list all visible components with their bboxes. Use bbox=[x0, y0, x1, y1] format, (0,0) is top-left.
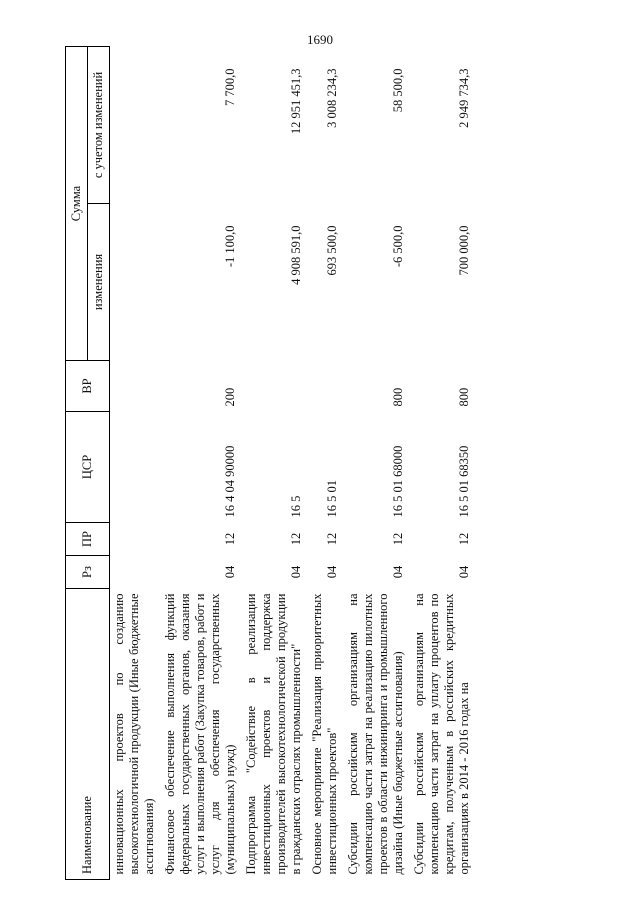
row-vr: 800 bbox=[457, 387, 471, 407]
row-changes: -1 100,0 bbox=[223, 225, 237, 268]
rotated-table-container bbox=[65, 0, 585, 880]
row-changes: 700 000,0 bbox=[457, 225, 471, 276]
row-csr: 16 5 01 68000 bbox=[391, 445, 405, 518]
row-changes bbox=[110, 204, 161, 361]
row-pr: 12 bbox=[325, 532, 339, 546]
header-vr: ВР bbox=[66, 361, 110, 412]
header-csr: ЦСР bbox=[66, 412, 110, 523]
row-vr: 800 bbox=[391, 387, 405, 407]
header-pr: ПР bbox=[66, 523, 110, 556]
row-changes: 4 908 591,0 bbox=[289, 225, 303, 285]
row-vr: 200 bbox=[223, 387, 237, 407]
row-name: инновационных проектов по созданию высокотехнологичной продукции (Иные бюджетные ассигнования) bbox=[112, 593, 156, 875]
header-changes: изменения bbox=[88, 204, 110, 361]
row-csr: 16 5 bbox=[289, 495, 303, 518]
row-rz: 04 bbox=[289, 565, 303, 579]
row-total: 2 949 734,3 bbox=[457, 68, 471, 128]
row-rz: 04 bbox=[391, 565, 405, 579]
header-rz: Рз bbox=[66, 556, 110, 589]
row-pr: 12 bbox=[223, 532, 237, 546]
row-changes: -6 500,0 bbox=[391, 225, 405, 268]
row-total: 12 951 451,3 bbox=[289, 68, 303, 135]
row-vr bbox=[307, 361, 343, 412]
row-csr bbox=[110, 412, 161, 523]
table-row bbox=[241, 47, 307, 880]
row-pr: 12 bbox=[289, 532, 303, 546]
row-rz bbox=[110, 556, 161, 589]
row-rz: 04 bbox=[325, 565, 339, 579]
row-csr: 16 5 01 68350 bbox=[457, 445, 471, 518]
row-pr: 12 bbox=[457, 532, 471, 546]
table-row bbox=[160, 47, 241, 880]
row-name: Основное мероприятие "Реализация приоритетных инвестиционных проектов" bbox=[310, 593, 339, 875]
header-sum: Сумма bbox=[66, 47, 88, 361]
row-name: Подпрограмма "Содействие в реализации инвестиционных проектов и поддержка производителей высокотехнологической продукции в гражданских отраслях промышленности" bbox=[244, 593, 303, 875]
table-row bbox=[409, 47, 475, 880]
row-name: Субсидии российским организациям на компенсацию части затрат на уплату процентов по кредитам, полученным в российских кредитных организациях в 2014 - 2016 годах на bbox=[412, 593, 471, 875]
row-rz: 04 bbox=[223, 565, 237, 579]
table-row bbox=[110, 47, 161, 880]
row-total bbox=[110, 47, 161, 204]
page-number: 1690 bbox=[307, 32, 333, 47]
table-row bbox=[343, 47, 409, 880]
row-csr: 16 5 01 bbox=[325, 480, 339, 518]
row-name: Финансовое обеспечение выполнения функций федеральных государственных органов, оказания услуг и выполнения работ (Закупка товаров, работ и услуг для обеспечения государственных (муниципальных) нужд) bbox=[163, 593, 237, 875]
row-total: 3 008 234,3 bbox=[325, 68, 339, 128]
row-total: 58 500,0 bbox=[391, 68, 405, 113]
row-pr bbox=[110, 523, 161, 556]
row-vr bbox=[110, 361, 161, 412]
row-csr: 16 4 04 90000 bbox=[223, 445, 237, 518]
row-total: 7 700,0 bbox=[223, 68, 237, 106]
budget-table bbox=[65, 46, 475, 880]
row-rz: 04 bbox=[457, 565, 471, 579]
header-name: Наименование bbox=[66, 589, 110, 880]
row-pr: 12 bbox=[391, 532, 405, 546]
row-name: Субсидии российским организациям на компенсацию части затрат на реализацию пилотных проектов в области инжиниринга и промышленного дизайна (Иные бюджетные ассигнования) bbox=[346, 593, 405, 875]
row-changes: 693 500,0 bbox=[325, 225, 339, 276]
row-vr bbox=[241, 361, 307, 412]
table-row bbox=[307, 47, 343, 880]
header-with-changes: с учетом изменений bbox=[88, 47, 110, 204]
